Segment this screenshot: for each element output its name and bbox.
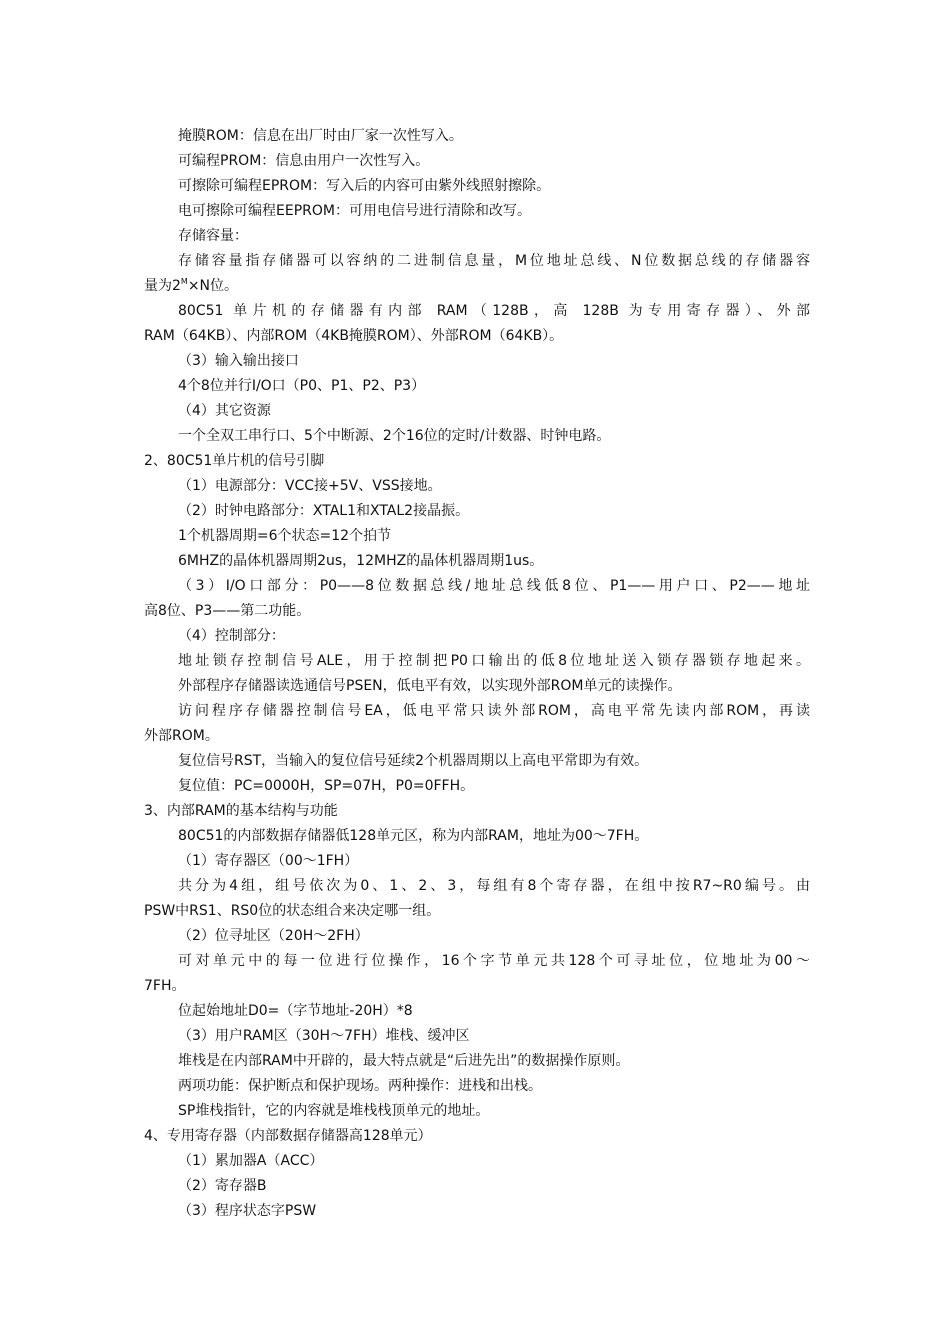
- text-line: 高8位、P3——第二功能。: [144, 603, 311, 619]
- text-line: 外部程序存储器读选通信号PSEN，低电平有效，以实现外部ROM单元的读操作。: [178, 678, 682, 694]
- text-line: [144, 274, 810, 299]
- text-line: 两项功能：保护断点和保护现场。两种操作：进栈和出栈。: [178, 1078, 542, 1094]
- text-line: 地址锁存控制信号ALE，用于控制把P0口输出的低8位地址送入锁存器锁存地起来。: [178, 653, 810, 669]
- text-line: PSW中RS1、RS0位的状态组合来决定哪一组。: [144, 903, 441, 919]
- text-line: （2）时钟电路部分：XTAL1和XTAL2接晶振。: [178, 503, 470, 519]
- text-line: 复位值：PC=0000H，SP=07H，P0=0FFH。: [178, 778, 475, 794]
- text-line: （3）输入输出接口: [178, 353, 299, 369]
- text-line: （1）寄存器区（00～1FH）: [178, 853, 359, 869]
- text-line: （3）I/O口部分：P0——8位数据总线/地址总线低8位、P1——用户口、P2——地址: [178, 578, 810, 594]
- section-heading: 4、专用寄存器（内部数据存储器高128单元）: [144, 1128, 432, 1144]
- section-heading: 2、80C51单片机的信号引脚: [144, 453, 325, 469]
- text-line: （4）控制部分：: [178, 628, 285, 644]
- text-line: 存储容量指存储器可以容纳的二进制信息量，M位地址总线、N位数据总线的存储器容: [178, 253, 810, 269]
- text-line: 堆栈是在内部RAM中开辟的，最大特点就是“后进先出”的数据操作原则。: [178, 1053, 630, 1069]
- text-line: 6MHZ的晶体机器周期2us，12MHZ的晶体机器周期1us。: [178, 553, 544, 569]
- text-fragment: ×N位。: [187, 278, 239, 294]
- text-line: （1）累加器A（ACC）: [178, 1153, 324, 1169]
- text-line: （3）程序状态字PSW: [178, 1203, 317, 1219]
- section-heading: 3、内部RAM的基本结构与功能: [144, 803, 338, 819]
- text-line: 80C51的内部数据存储器低128单元区，称为内部RAM，地址为00～7FH。: [178, 828, 649, 844]
- text-line: 掩膜ROM：信息在出厂时由厂家一次性写入。: [178, 128, 463, 144]
- text-line: （2）位寻址区（20H～2FH）: [178, 928, 369, 944]
- text-line: 可擦除可编程EPROM：写入后的内容可由紫外线照射擦除。: [178, 178, 551, 194]
- text-line: 80C51 单片机的存储器有内部 RAM（128B，高 128B 为专用寄存器）、外部: [178, 303, 810, 319]
- text-line: 复位信号RST，当输入的复位信号延续2个机器周期以上高电平常即为有效。: [178, 753, 649, 769]
- document-page: [144, 124, 810, 1224]
- text-line: （2）寄存器B: [178, 1178, 267, 1194]
- text-line: SP堆栈指针，它的内容就是堆栈栈顶单元的地址。: [178, 1103, 490, 1119]
- text-line: 1个机器周期=6个状态=12个拍节: [178, 528, 392, 544]
- text-line: 访问程序存储器控制信号EA，低电平常只读外部ROM，高电平常先读内部ROM，再读: [178, 703, 810, 719]
- text-line: 位起始地址D0=（字节地址-20H）*8: [178, 1003, 413, 1019]
- text-line: 7FH。: [144, 978, 186, 994]
- text-line: 电可擦除可编程EEPROM：可用电信号进行清除和改写。: [178, 203, 531, 219]
- text-line: （3）用户RAM区（30H～7FH）堆栈、缓冲区: [178, 1028, 470, 1044]
- text-line: 可对单元中的每一位进行位操作，16个字节单元共128个可寻址位，位地址为00～: [178, 953, 810, 969]
- text-line: 存储容量：: [178, 228, 248, 244]
- text-line: 4个8位并行I/O口（P0、P1、P2、P3）: [178, 378, 426, 394]
- text-line: （4）其它资源: [178, 403, 271, 419]
- superscript: M: [180, 277, 188, 286]
- text-line: （1）电源部分：VCC接+5V、VSS接地。: [178, 478, 442, 494]
- text-line: 共分为4组，组号依次为0、1、2、3，每组有8个寄存器，在组中按R7~R0编号。由: [178, 878, 810, 894]
- text-line: 可编程PROM：信息由用户一次性写入。: [178, 153, 430, 169]
- text-fragment: 量为2: [144, 278, 181, 294]
- text-line: 一个全双工串行口、5个中断源、2个16位的定时/计数器、时钟电路。: [178, 428, 611, 444]
- text-line: RAM（64KB）、内部ROM（4KB掩膜ROM）、外部ROM（64KB）。: [144, 328, 564, 344]
- text-line: 外部ROM。: [144, 728, 219, 744]
